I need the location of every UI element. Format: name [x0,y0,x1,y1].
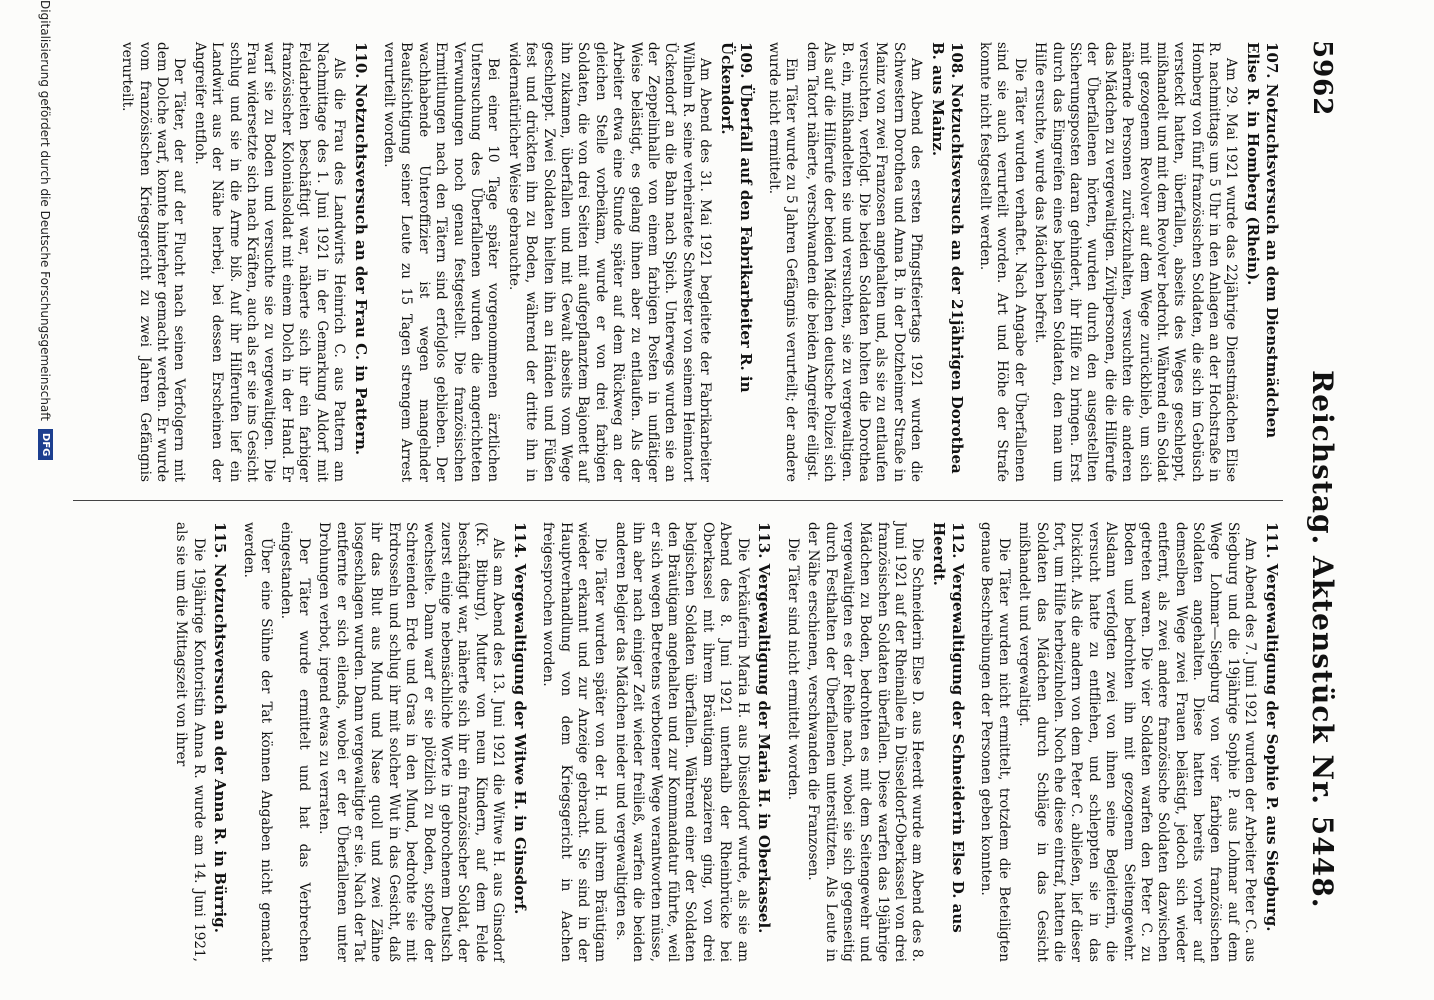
paragraph: Am 29. Mai 1921 wurde das 22jährige Dienstmädchen Elise R. nachmittags um 5 Uhr in den Anlagen an der Hochstraße in Homberg von fünf französischen Soldaten, die sich im Gebüsch versteckt hatten, überfallen, abseits des Weges geschleppt, mißhandelt und mit dem Revolver bedroht. Während ein Soldat mit gezogenem Revolver auf dem Wege zurückblieb, um sich nähernde Personen zurückzuhalten, versuchten die anderen das Mädchen zu vergewaltigen. Zivilpersonen, die die Hilferufe der Überfallenen hörten, wurden durch den ausgestellten Sicherungsposten daran gehindert, ihr Hilfe zu bringen. Erst durch das Eingreifen eines belgischen Soldaten, den man um Hilfe ersuchte, wurde das Mädchen befreit. [1032,42,1240,482]
paragraph: Die Täter wurden verhaftet. Nach Angabe der Überfallenen sind sie auch verurteilt worden. Art und Höhe der Strafe konnte nicht festgestellt werden. [977,42,1028,482]
page-header [1297,40,1345,970]
right-column [162,522,1281,962]
section-110 [118,42,370,482]
section-title: 110. Notzuchtsversuch an der Frau C. in Pattern. [351,42,370,456]
paragraph: Der Täter wurde ermittelt und hat das Verbrechen eingestanden. [278,522,312,962]
paragraph: Bei einer 10 Tage später vorgenommenen ärztlichen Untersuchung des Überfallenen wurden die angerichteten Verwundungen noch genau festgestellt. Die französischen Ermittlungen nach den Tätern sind erfolglos geblieben. Der wachhabende Unteroffizier ist wegen mangelnder Beaufsichtigung seiner Leute zu 15 Tagen strengem Arrest verurteilt worden. [381,42,502,482]
paragraph: Über eine Sühne der Tat können Angaben nicht gemacht werden. [240,522,275,962]
paragraph: Die Täter sind nicht ermittelt worden. [784,538,801,801]
paragraph: Am Abend des 31. Mai 1921 begleitete der Fabrikarbeiter Wilhelm R. seine verheiratete Schwester von seinem Heimatort Ückendorf an die Bahn nach Spich. Unterwegs wurden sie an der Zeppelinhalle von einem farbigen Posten in unflätiger Weise belästigt, es gelang ihnen aber zu entlaufen. Als der Arbeiter etwa eine Stunde später auf dem Rückweg an der gleichen Stelle vorbeikam, wurde er von drei farbigen Soldaten, die von drei Seiten mit aufgepflanztem Bajonett auf ihn zukamen, überfallen und mit Gewalt abseits vom Wege geschleppt. Zwei Soldaten hielten ihn an Händen und Füßen fest und drückten ihn zu Boden, während der dritte ihn in widernatürlicher Weise gebrauchte. [505,42,714,482]
section-title: 107. Notzuchtsversuch an dem Dienstmädchen Elise R. in Homberg (Rhein). [1244,42,1281,439]
dfg-logo: DFG [38,429,53,460]
section-114 [239,522,529,962]
section-113 [539,522,773,962]
section-title: 115. Notzuchtsversuch an der Anna R. in Bürrig. [211,522,230,933]
paragraph: Der Täter, der auf der Flucht nach seinen Verfolgern mit dem Dolche warf, konnte hinterher gemacht werden. Er wurde vom französischen Kriegsgericht zu zwei Jahren Gefängnis verurteilt. [119,42,188,482]
section-title: 113. Vergewaltigung der Maria H. in Oberkassel. [755,522,774,934]
digitization-footer [38,0,53,980]
section-115 [172,522,230,962]
section-title: 111. Vergewaltigung der Sophie P. aus Siegburg. [1263,522,1281,932]
section-109 [380,42,755,482]
paragraph: Ein Täter wurde zu 5 Jahren Gefängnis verurteilt; der andere wurde nicht ermittelt. [766,42,800,482]
paragraph: Die Täter wurden nicht ermittelt, trotzdem die Beteiligten genaue Beschreibungen der Personen geben konnten. [978,522,1012,962]
paragraph: Am Abend des 7. Juni 1921 wurden der Arbeiter Peter C. aus Siegburg und die 19jährige Sophie P. aus Lohmar auf dem Wege Lohmar—Siegburg von vier farbigen französischen Soldaten angehalten. Diese hatten bereits vorher auf demselben Wege zwei Frauen belästigt, jedoch sich wieder entfernt, als zwei andere französische Soldaten dazwischen getreten waren. Die vier Soldaten warfen den Peter C. zu Boden und bedrohten ihn mit gezogenem Seitengewehr. Alsdann verfolgten zwei von ihnen seine Begleiterin, die versucht hatte zu entfliehen, und schleppten sie in das Dickicht. Als die andern von dem Peter C. abließen, lief dieser fort, um Hilfe herbeizuholen. Noch ehe diese eintraf, hatten die Soldaten das Mädchen durch Schläge in das Gesicht mißhandelt und vergewaltigt. [1016,522,1259,962]
section-108 [765,42,966,482]
paragraph: Die Schneiderin Else D. aus Heerdt wurde am Abend des 8. Juni 1921 auf der Rheinallee in Düsseldorf-Oberkassel von drei französischen Soldaten überfallen. Diese warfen das 19jährige Mädchen zu Boden, bedrohten es mit dem Seitengewehr und vergewaltigten es der Reihe nach, wobei sie sich gegenseitig durch Festhalten der Überfallenen unterstützten. Als Leute in der Nähe erschienen, verschwanden die Franzosen. [805,522,926,962]
paragraph: Die Täter wurden später von der H. und ihrem Bräutigam wieder erkannt und zur Anzeige gebracht. Sie sind in der Hauptverhandlung von dem Kriegsgericht in Aachen freigesprochen worden. [540,522,609,962]
paragraph: Am Abend des ersten Pfingstfeiertags 1921 wurden die Schwestern Dorothea und Anna B. in der Dotzheimer Straße in Mainz von zwei Franzosen angehalten und, als sie zu entlaufen versuchten, verfolgt. Die beiden Soldaten holten die Dorothea B. ein, mißhandelten sie und versuchten, sie zu vergewaltigen. Als auf die Hilferufe der beiden Mädchen deutsche Polizei sich dem Tatort näherte, verschwanden die beiden Angreifer eiligst. [803,42,925,482]
funding-notice: Digitalisierung gefördert durch die Deutsche Forschungsgemeinschaft [38,0,53,422]
paragraph: Die Verkäuferin Maria H. aus Düsseldorf wurde, als sie am Abend des 8. Juni 1921 unterhalb der Rheinbrücke bei Oberkassel mit ihrem Bräutigam spazieren ging, von drei belgischen Soldaten überfallen. Während einer der Soldaten den Bräutigam angehalten und zur Kommandatur führte, weil er sich wegen Betretens verbotener Wege verantworten müsse, ihn aber nach einiger Zeit wieder freiließ, warfen die beiden anderen Belgier das Mädchen nieder und vergewaltigten es. [612,522,751,962]
paragraph: Die 19jährige Kontoristin Anna R. wurde am 14. Juni 1921, als sie um die Mittagszeit von ihrer [173,522,207,962]
section-title: 112. Vergewaltigung der Schneiderin Else D. aus Heerdt. [930,522,967,933]
running-title: Reichstag. Aktenstück Nr. 5448. [1306,370,1339,909]
section-112 [783,522,967,962]
section-title: 109. Überfall auf den Fabrikarbeiter R. in Ückendorf. [717,42,755,393]
section-title: 114. Vergewaltigung der Witwe H. in Ginsdorf. [510,522,529,915]
paragraph: Als am Abend des 13. Juni 1921 die Witwe H. aus Ginsdorf (Kr. Bitburg), Mutter von neun Kindern, auf dem Felde beschäftigt war, näherte sich ihr ein französischer Soldat, der zuerst einige nebensächliche Worte in gebrochenem Deutsch wechselte. Dann warf er sie plötzlich zu Boden, stopfte der Schreienden Erde und Gras in den Mund, bedrohte sie mit Erdrosseln und schlug ihr mit solcher Wut in das Gesicht, daß ihr das Blut aus Mund und Nase quoll und zwei Zähne losgeschlagen wurden. Dann vergewaltigte er sie. Nach der Tat entfernte er sich eilends, wobei er der Überfallenen unter Drohungen verbot, irgend etwas zu verraten. [316,522,507,962]
section-107 [976,42,1281,482]
paragraph: Als die Frau des Landwirts Heinrich C. aus Pattern am Nachmittage des 1. Juni 1921 in der Gemarkung Aldorf mit Feldarbeiten beschäftigt war, näherte sich ihr ein farbiger französischer Kolonialsoldat mit einem Dolch in der Hand. Er warf sie zu Boden und versuchte sie zu vergewaltigen. Die Frau widersetzte sich nach Kräften, auch als er sie ins Gesicht schlug und sie in die Arme biß. Auf ihr Hilferufen lief ein Landwirt aus der Nähe herbei, bei dessen Erscheinen der Angreifer entfloh. [191,42,347,482]
page-number: 5962 [1307,40,1337,117]
section-title: 108. Notzuchtsversuch an der 21jährigen Dorothea B. aus Mainz. [928,42,966,474]
column-divider [73,500,1283,501]
section-111 [977,522,1281,962]
left-column [108,42,1281,482]
